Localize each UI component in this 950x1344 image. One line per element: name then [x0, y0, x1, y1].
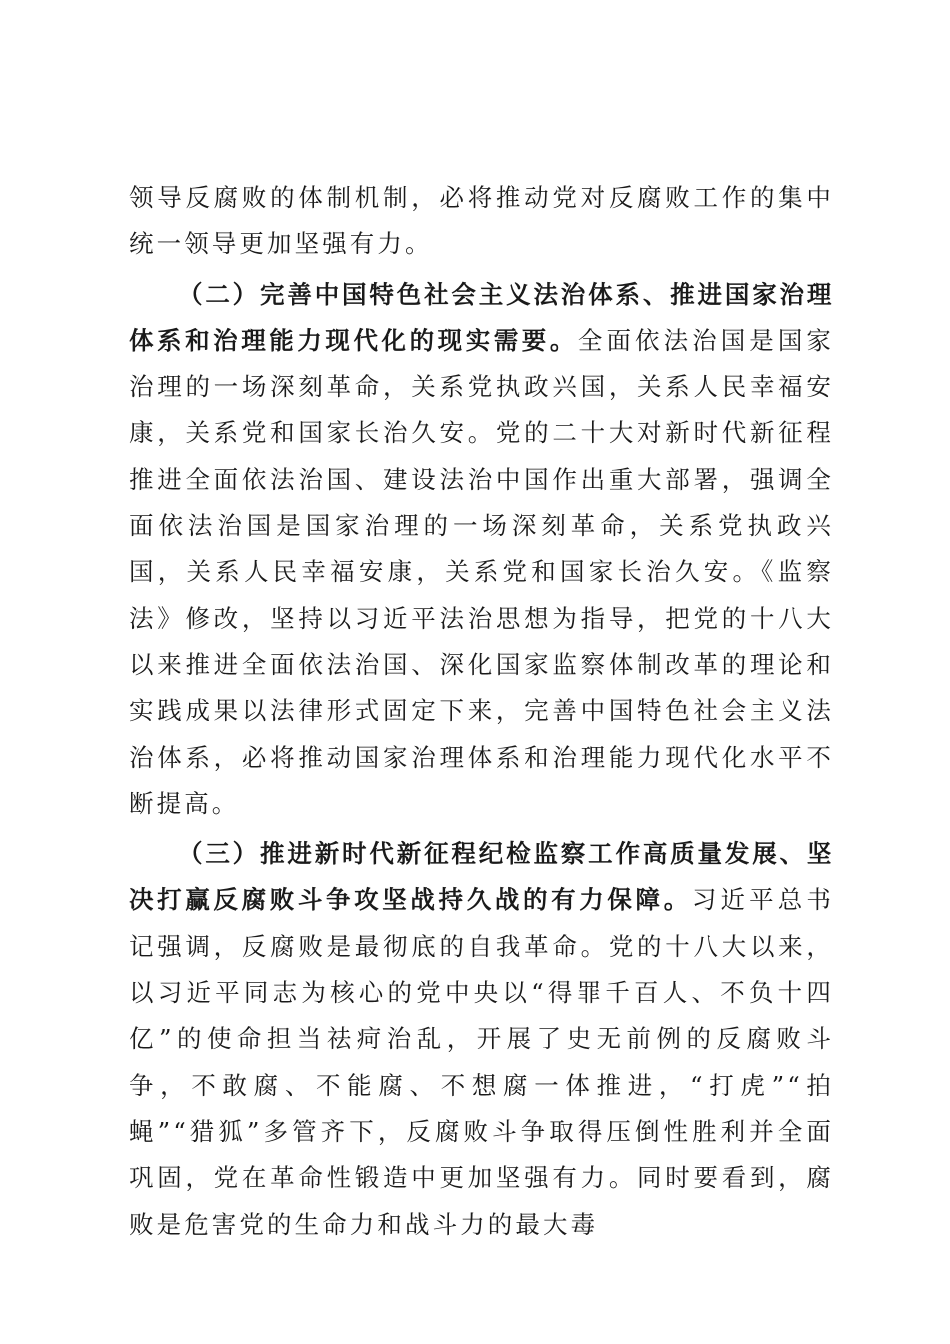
paragraph-section-3: [129, 831, 834, 1248]
section-heading-2: （二）完善中国特色社会主义法治体系、推进国家治理体系和治理能力现代化的现实需要。: [129, 279, 834, 355]
section-heading-3: （三）推进新时代新征程纪检监察工作高质量发展、坚决打赢反腐败斗争攻坚战持久战的有力保障。: [129, 839, 834, 915]
section-body-2: 全面依法治国是国家治理的一场深刻革命，关系党执政兴国，关系人民幸福安康，关系党和国家长治久安。党的二十大对新时代新征程推进全面依法治国、建设法治中国作出重大部署，强调全面依法治国是国家治理的一场深刻革命，关系党执政兴国，关系人民幸福安康，关系党和国家长治久安。《监察法》修改，坚持以习近平法治思想为指导，把党的十八大以来推进全面依法治国、深化国家监察体制改革的理论和实践成果以法律形式固定下来，完善中国特色社会主义法治体系，必将推动国家治理体系和治理能力现代化水平不断提高。: [129, 325, 834, 818]
paragraph-continuation: [129, 175, 834, 268]
document-body: [129, 175, 834, 1248]
paragraph-text: 领导反腐败的体制机制，必将推动党对反腐败工作的集中统一领导更加坚强有力。: [129, 183, 834, 259]
paragraph-section-2: [129, 272, 834, 828]
section-body-3: 习近平总书记强调，反腐败是最彻底的自我革命。党的十八大以来，以习近平同志为核心的党中央以“得罪千百人、不负十四亿”的使命担当祛疴治乱，开展了史无前例的反腐败斗争，不敢腐、不能腐、不想腐一体推进，“打虎”“拍蝇”“猎狐”多管齐下，反腐败斗争取得压倒性胜利并全面巩固，党在革命性锻造中更加坚强有力。同时要看到，腐败是危害党的生命力和战斗力的最大毒: [129, 885, 835, 1239]
